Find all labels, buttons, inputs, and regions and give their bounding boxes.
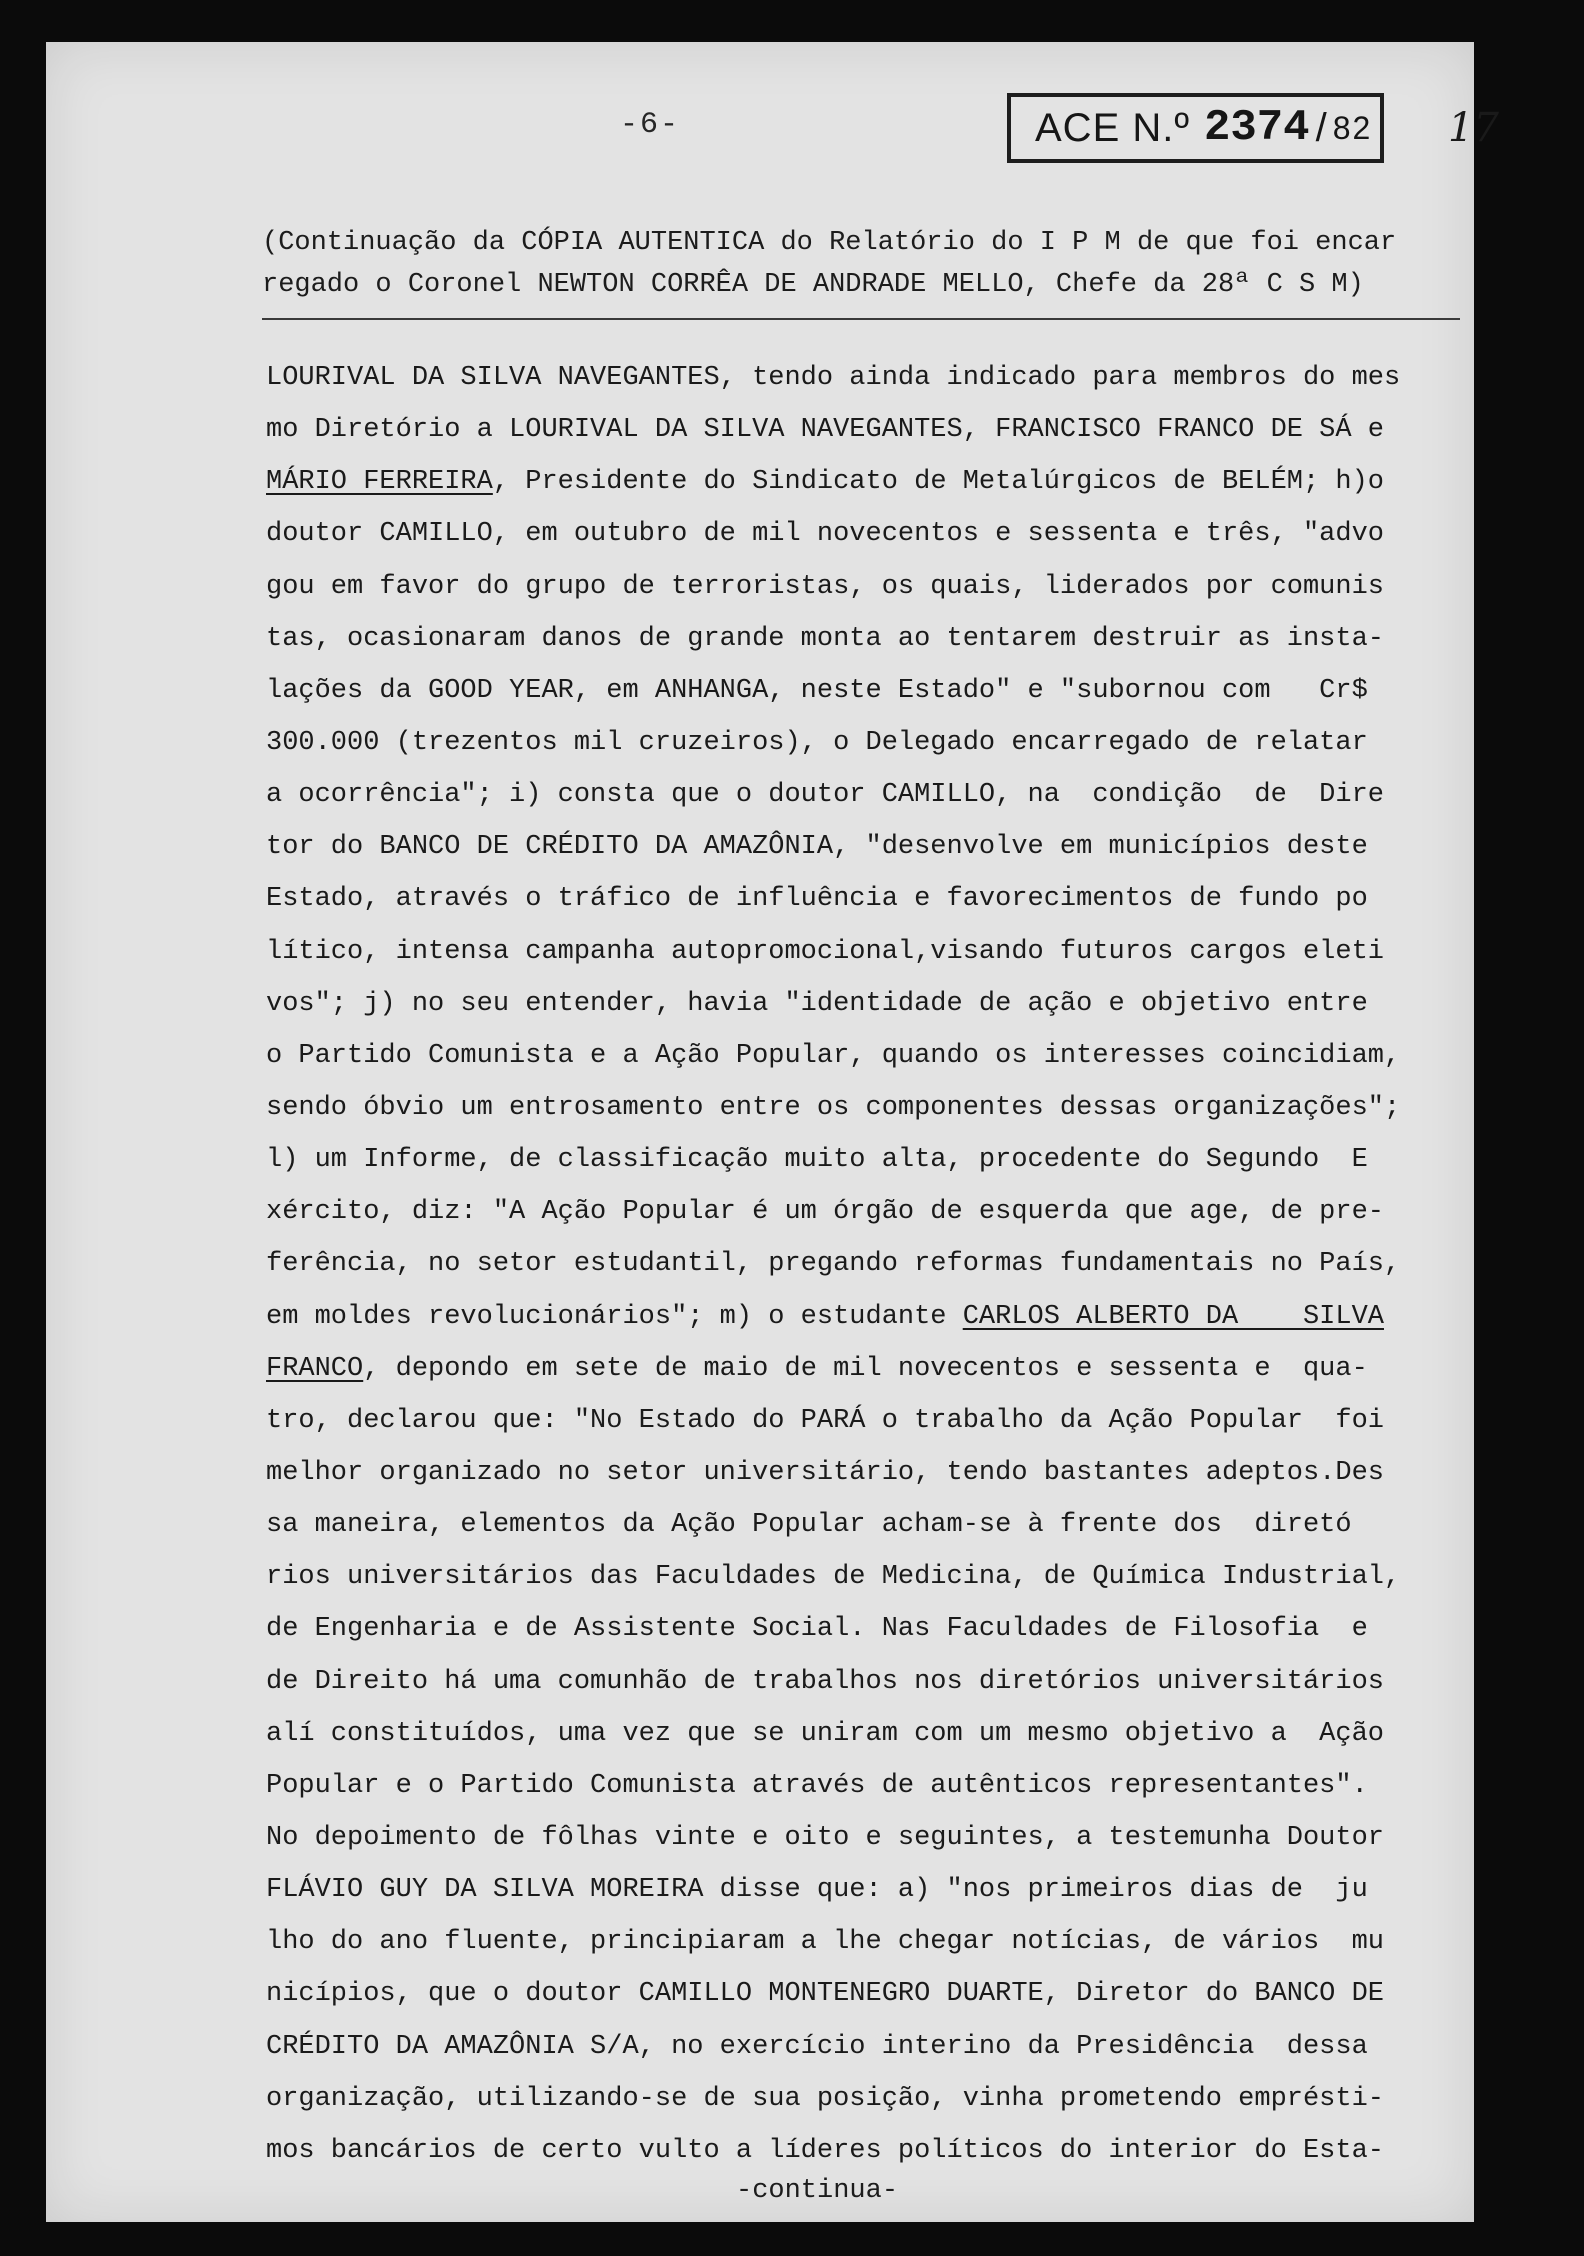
body-line: melhor organizado no setor universitário, tendo bastantes adeptos.Des	[266, 1457, 1384, 1488]
body-line: rios universitários das Faculdades de Medicina, de Química Industrial,	[266, 1562, 1401, 1593]
body-line: lações da GOOD YEAR, em ANHANGA, neste Estado" e "subornou com Cr$	[266, 675, 1368, 706]
body-line: gou em favor do grupo de terroristas, os quais, liderados por comunis	[266, 571, 1384, 602]
body-line: nicípios, que o doutor CAMILLO MONTENEGRO DUARTE, Diretor do BANCO DE	[266, 1979, 1384, 2010]
body-line: organização, utilizando-se de sua posição, vinha prometendo emprésti-	[266, 2083, 1384, 2114]
body-line: CRÉDITO DA AMAZÔNIA S/A, no exercício interino da Presidência dessa	[266, 2031, 1368, 2062]
body-line: alí constituídos, uma vez que se uniram com um mesmo objetivo a Ação	[266, 1718, 1384, 1749]
header-line: (Continuação da CÓPIA AUTENTICA do Relatório do I P M de que foi encar	[262, 228, 1397, 258]
body-line: a ocorrência"; i) consta que o doutor CAMILLO, na condição de Dire	[266, 780, 1384, 811]
body-line: tor do BANCO DE CRÉDITO DA AMAZÔNIA, "desenvolve em municípios deste	[266, 832, 1368, 863]
body-line: sendo óbvio um entrosamento entre os componentes dessas organizações";	[266, 1092, 1401, 1123]
body-line: LOURIVAL DA SILVA NAVEGANTES, tendo ainda indicado para membros do mes	[266, 363, 1401, 393]
body-line: tas, ocasionaram danos de grande monta ao tentarem destruir as insta-	[266, 623, 1384, 654]
body-line: sa maneira, elementos da Ação Popular acham-se à frente dos diretó	[266, 1510, 1352, 1541]
stamp-year: 82	[1332, 109, 1373, 146]
body-line: lítico, intensa campanha autopromocional,visando futuros cargos eleti	[266, 936, 1384, 967]
line-text: , depondo em sete de maio de mil novecentos e sessenta e qua-	[363, 1353, 1368, 1384]
document-body	[266, 352, 1462, 2177]
body-line: mos bancários de certo vulto a líderes políticos do interior do Esta-	[266, 2135, 1384, 2166]
stamp-label: ACE N.º	[1035, 105, 1190, 150]
body-line: doutor CAMILLO, em outubro de mil novecentos e sessenta e três, "advo	[266, 519, 1384, 550]
body-line: ferência, no setor estudantil, pregando reformas fundamentais no País,	[266, 1249, 1401, 1280]
body-line: tro, declarou que: "No Estado do PARÁ o trabalho da Ação Popular foi	[266, 1405, 1384, 1436]
continued-footer: -continua-	[736, 2176, 899, 2206]
body-line: mo Diretório a LOURIVAL DA SILVA NAVEGANTES, FRANCISCO FRANCO DE SÁ e	[266, 415, 1384, 446]
body-line: No depoimento de fôlhas vinte e oito e seguintes, a testemunha Doutor	[266, 1822, 1384, 1853]
body-line: vos"; j) no seu entender, havia "identidade de ação e objetivo entre	[266, 988, 1368, 1019]
document-header	[262, 222, 1462, 306]
body-line: l) um Informe, de classificação muito alta, procedente do Segundo E	[266, 1145, 1368, 1176]
body-line: Popular e o Partido Comunista através de autênticos representantes".	[266, 1770, 1368, 1801]
body-line: xército, diz: "A Ação Popular é um órgão de esquerda que age, de pre-	[266, 1197, 1384, 1228]
line-text: , Presidente do Sindicato de Metalúrgicos de BELÉM; h)o	[492, 467, 1384, 498]
body-line: de Direito há uma comunhão de trabalhos nos diretórios universitários	[266, 1666, 1384, 1697]
body-line: Estado, através o tráfico de influência e favorecimentos de fundo po	[266, 884, 1368, 915]
underlined-name: FRANCO	[266, 1353, 364, 1384]
stamp-slash: /	[1315, 105, 1327, 150]
body-line	[266, 1291, 1462, 1343]
archive-stamp	[1007, 93, 1384, 163]
body-line: lho do ano fluente, principiaram a lhe chegar notícias, de vários mu	[266, 1927, 1384, 1958]
body-line: de Engenharia e de Assistente Social. Nas Faculdades de Filosofia e	[266, 1614, 1368, 1645]
body-line	[266, 1343, 1462, 1395]
body-line: FLÁVIO GUY DA SILVA MOREIRA disse que: a) "nos primeiros dias de ju	[266, 1875, 1368, 1906]
body-line	[266, 456, 1462, 508]
header-line: regado o Coronel NEWTON CORRÊA DE ANDRADE MELLO, Chefe da 28ª C S M)	[262, 270, 1364, 300]
header-divider	[262, 318, 1460, 320]
body-line: 300.000 (trezentos mil cruzeiros), o Delegado encarregado de relatar	[266, 727, 1368, 758]
body-line: o Partido Comunista e a Ação Popular, quando os interesses coincidiam,	[266, 1040, 1401, 1071]
line-text: em moldes revolucionários"; m) o estudante	[266, 1301, 963, 1332]
stamp-number: 2374	[1203, 103, 1310, 153]
underlined-name: CARLOS ALBERTO DA SILVA	[962, 1301, 1384, 1332]
page-number: -6-	[620, 108, 681, 142]
sheet-number-mark: 17	[1448, 105, 1499, 151]
underlined-name: MÁRIO FERREIRA	[266, 467, 493, 498]
